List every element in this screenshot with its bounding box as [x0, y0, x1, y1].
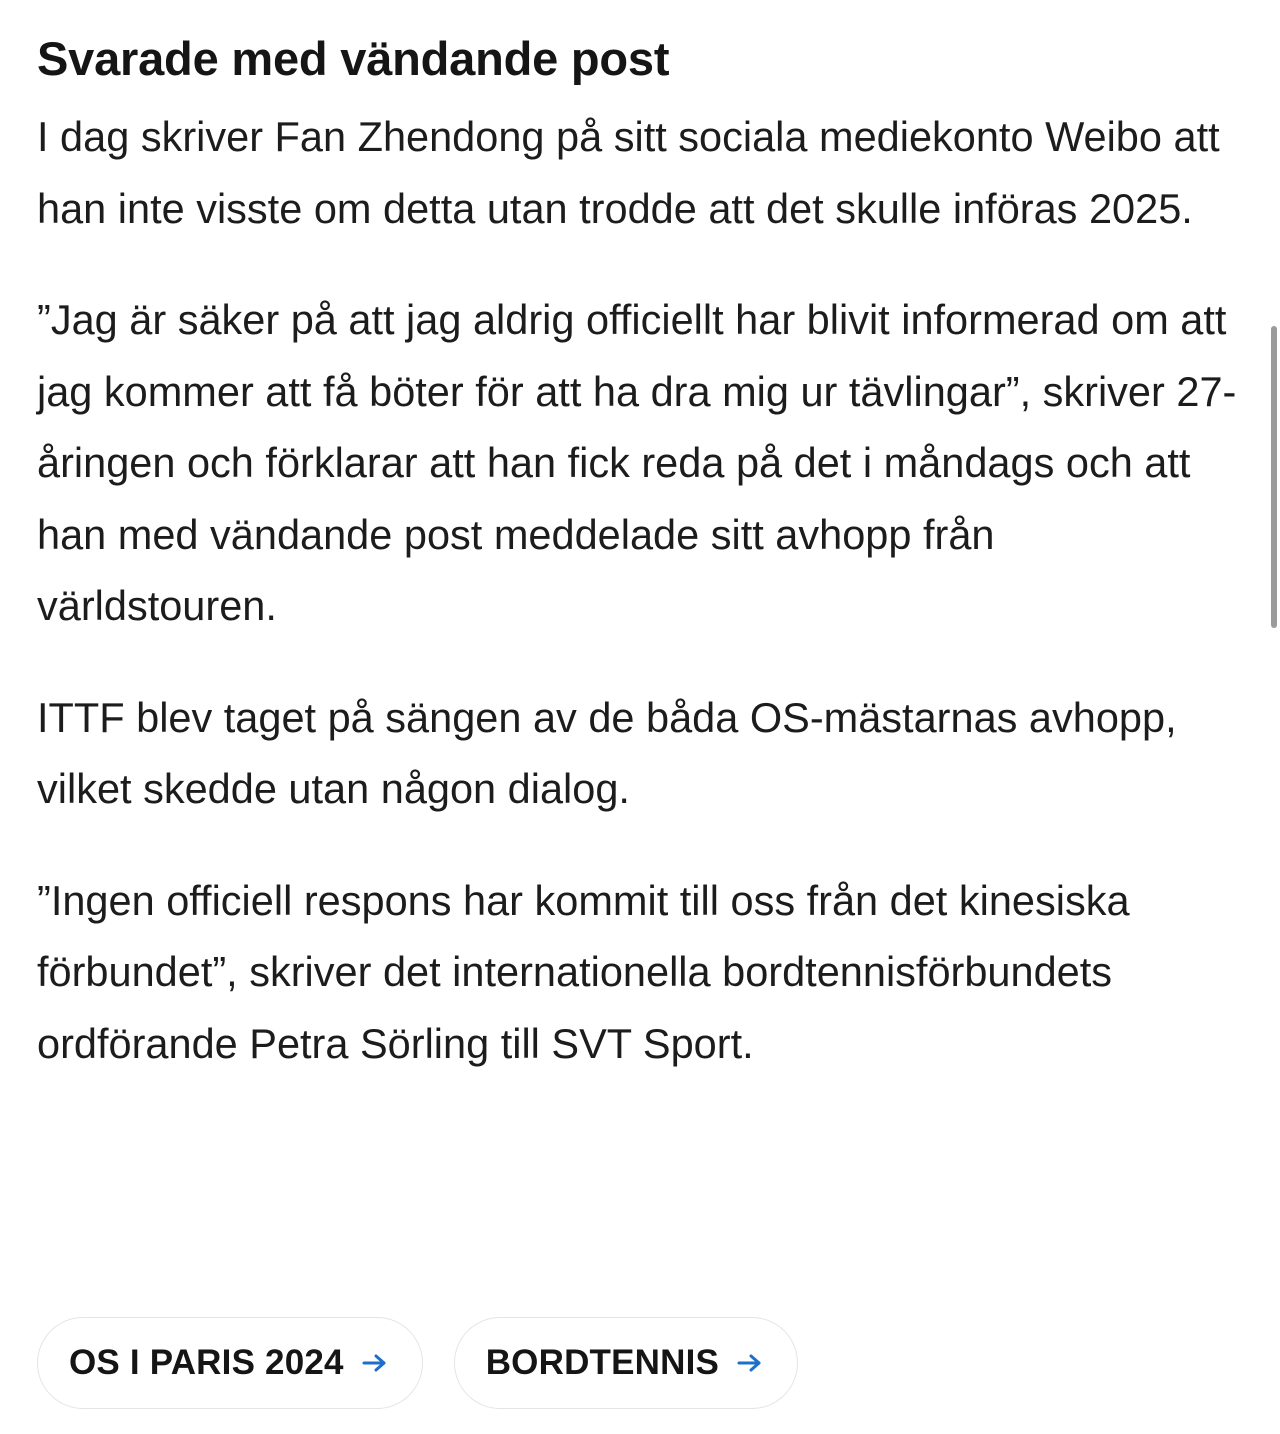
topic-tags [37, 1317, 798, 1409]
article-body [37, 28, 1237, 1079]
section-heading: Svarade med vändande post [37, 32, 670, 85]
tag-label: BORDTENNIS [485, 1343, 720, 1382]
tag-bordtennis[interactable] [454, 1317, 798, 1409]
article-paragraph: ”Jag är säker på att jag aldrig officiellt har blivit informerad om att jag kommer att få böter för att ha dra mig ur tävlingar”, skriver 27-åringen och förklarar att han fick reda på det i måndags och att han med vändande post meddelade sitt avhopp från världstouren. [37, 296, 1237, 629]
tag-label: OS I PARIS 2024 [69, 1343, 344, 1382]
scrollbar-thumb[interactable] [1271, 326, 1277, 628]
arrow-right-icon [362, 1353, 388, 1373]
article-paragraph: ITTF blev taget på sängen av de båda OS-mästarnas avhopp, vilket skedde utan någon dialog. [37, 693, 1177, 812]
tag-os-i-paris-2024[interactable] [37, 1317, 423, 1409]
article-paragraph: ”Ingen officiell respons har kommit till oss från det kinesiska förbundet”, skriver det internationella bordtennisförbundets ordförande Petra Sörling till SVT Sport. [37, 876, 1130, 1067]
arrow-right-icon [737, 1353, 763, 1373]
article-paragraph: I dag skriver Fan Zhendong på sitt sociala mediekonto Weibo att han inte visste om detta utan trodde att det skulle införas 2025. [37, 113, 1220, 232]
